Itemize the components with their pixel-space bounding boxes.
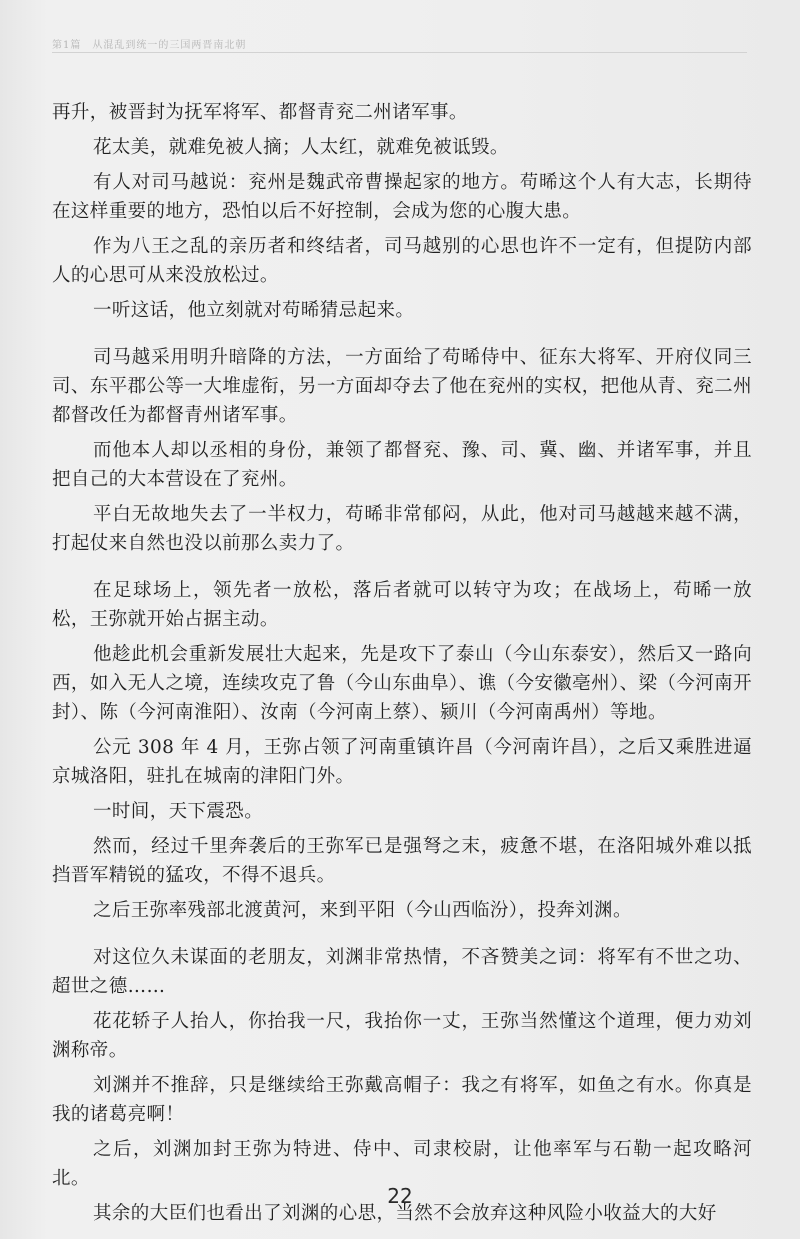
page-number: 22 [387, 1184, 413, 1208]
paragraph: 公元 308 年 4 月，王弥占领了河南重镇许昌（今河南许昌），之后又乘胜进逼京城洛阳，驻扎在城南的津阳门外。 [52, 737, 752, 787]
paragraph: 之后王弥率残部北渡黄河，来到平阳（今山西临汾），投奔刘渊。 [93, 900, 632, 921]
paragraph: 其余的大臣们也看出了刘渊的心思，当然不会放弃这种风险小收益大的大好 [93, 1203, 717, 1224]
paragraph: 他趁此机会重新发展壮大起来，先是攻下了泰山（今山东泰安），然后又一路向西，如入无人之境，连续攻克了鲁（今山东曲阜）、谯（今安徽亳州）、梁（今河南开封）、陈（今河南淮阳）、汝南（今河南上蔡）、颍川（今河南禹州）等地。 [52, 644, 752, 723]
paragraph: 刘渊并不推辞，只是继续给王弥戴高帽子：我之有将军，如鱼之有水。你真是我的诸葛亮啊！ [52, 1075, 752, 1125]
paragraph: 平白无故地失去了一半权力，苟晞非常郁闷，从此，他对司马越越来越不满，打起仗来自然也没以前那么卖力了。 [52, 504, 752, 554]
paragraph: 作为八王之乱的亲历者和终结者，司马越别的心思也许不一定有，但提防内部人的心思可从来没放松过。 [52, 236, 752, 286]
paragraph: 之后，刘渊加封王弥为特进、侍中、司隶校尉，让他率军与石勒一起攻略河北。 [52, 1139, 752, 1189]
paragraph: 然而，经过千里奔袭后的王弥军已是强弩之末，疲惫不堪，在洛阳城外难以抵挡晋军精锐的猛攻，不得不退兵。 [52, 836, 752, 886]
paragraph: 一听这话，他立刻就对苟晞猜忌起来。 [93, 300, 415, 321]
paragraph: 司马越采用明升暗降的方法，一方面给了苟晞侍中、征东大将军、开府仪同三司、东平郡公等一大堆虚衔，另一方面却夺去了他在兖州的实权，把他从青、兖二州都督改任为都督青州诸军事。 [52, 347, 752, 426]
running-header: 第1篇 从混乱到统一的三国两晋南北朝 [52, 40, 247, 51]
paragraph: 再升，被晋封为抚军将军、都督青兖二州诸军事。 [52, 102, 468, 123]
paragraph: 花太美，就难免被人摘；人太红，就难免被诋毁。 [93, 137, 509, 158]
paragraph: 花花轿子人抬人，你抬我一尺，我抬你一丈，王弥当然懂这个道理，便力劝刘渊称帝。 [52, 1011, 752, 1061]
paragraph: 一时间，天下震恐。 [93, 801, 264, 822]
paragraph: 有人对司马越说：兖州是魏武帝曹操起家的地方。苟晞这个人有大志，长期待在这样重要的地方，恐怕以后不好控制，会成为您的心腹大患。 [52, 172, 752, 222]
body-text [52, 98, 752, 1234]
header-rule [52, 52, 747, 53]
paragraph: 在足球场上，领先者一放松，落后者就可以转守为攻；在战场上，苟晞一放松，王弥就开始占据主动。 [52, 580, 752, 630]
paragraph: 对这位久未谋面的老朋友，刘渊非常热情，不吝赞美之词：将军有不世之功、超世之德…… [52, 947, 752, 997]
paragraph: 而他本人却以丞相的身份，兼领了都督兖、豫、司、冀、幽、并诸军事，并且把自己的大本营设在了兖州。 [52, 440, 752, 490]
